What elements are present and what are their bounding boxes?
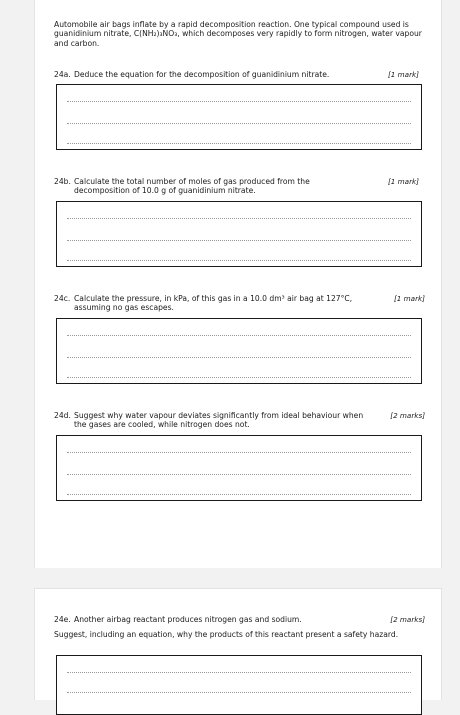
answer-line — [67, 101, 411, 102]
answer-line — [67, 123, 411, 124]
question-text: Calculate the total number of moles of gas produced from the decomposition of 10.0 g of guanidinium nitrate. — [74, 177, 310, 196]
answer-box[interactable] — [56, 318, 422, 384]
question-number: 24e. — [54, 615, 71, 624]
question-marks: [2 marks] — [390, 411, 425, 420]
answer-line — [67, 357, 411, 358]
question-marks: [1 mark] — [388, 70, 419, 79]
answer-line — [67, 452, 411, 453]
answer-line — [67, 494, 411, 495]
answer-line — [67, 672, 411, 673]
question-text: Calculate the pressure, in kPa, of this gas in a 10.0 dm³ air bag at 127°C, assuming no gas escapes. — [74, 294, 353, 313]
answer-line — [67, 335, 411, 336]
question-number: 24a. — [54, 70, 71, 79]
answer-box[interactable] — [56, 435, 422, 501]
question-marks: [2 marks] — [390, 615, 425, 624]
answer-line — [67, 240, 411, 241]
answer-box[interactable] — [56, 84, 422, 150]
answer-line — [67, 218, 411, 219]
answer-line — [67, 143, 411, 144]
answer-line — [67, 474, 411, 475]
question-subtext: Suggest, including an equation, why the products of this reactant present a safety hazard. — [54, 630, 399, 639]
intro-text: Automobile air bags inflate by a rapid decomposition reaction. One typical compound used is guanidinium nitrate, C(NH₂)₃NO₃, which decomposes very rapidly to form nitrogen, water vapour and carbon. — [54, 20, 422, 48]
answer-box[interactable] — [56, 655, 422, 715]
question-marks: [1 mark] — [394, 294, 425, 303]
question-number: 24b. — [54, 177, 71, 186]
worksheet-page — [34, 0, 442, 568]
answer-box[interactable] — [56, 201, 422, 267]
question-number: 24c. — [54, 294, 71, 303]
question-text: Suggest why water vapour deviates significantly from ideal behaviour when the gases are cooled, while nitrogen does not. — [74, 411, 364, 430]
worksheet-page-2 — [34, 588, 442, 700]
question-marks: [1 mark] — [388, 177, 419, 186]
answer-line — [67, 377, 411, 378]
question-number: 24d. — [54, 411, 71, 420]
question-text: Deduce the equation for the decomposition of guanidinium nitrate. — [74, 70, 330, 79]
question-text: Another airbag reactant produces nitrogen gas and sodium. — [74, 615, 302, 624]
answer-line — [67, 260, 411, 261]
answer-line — [67, 692, 411, 693]
